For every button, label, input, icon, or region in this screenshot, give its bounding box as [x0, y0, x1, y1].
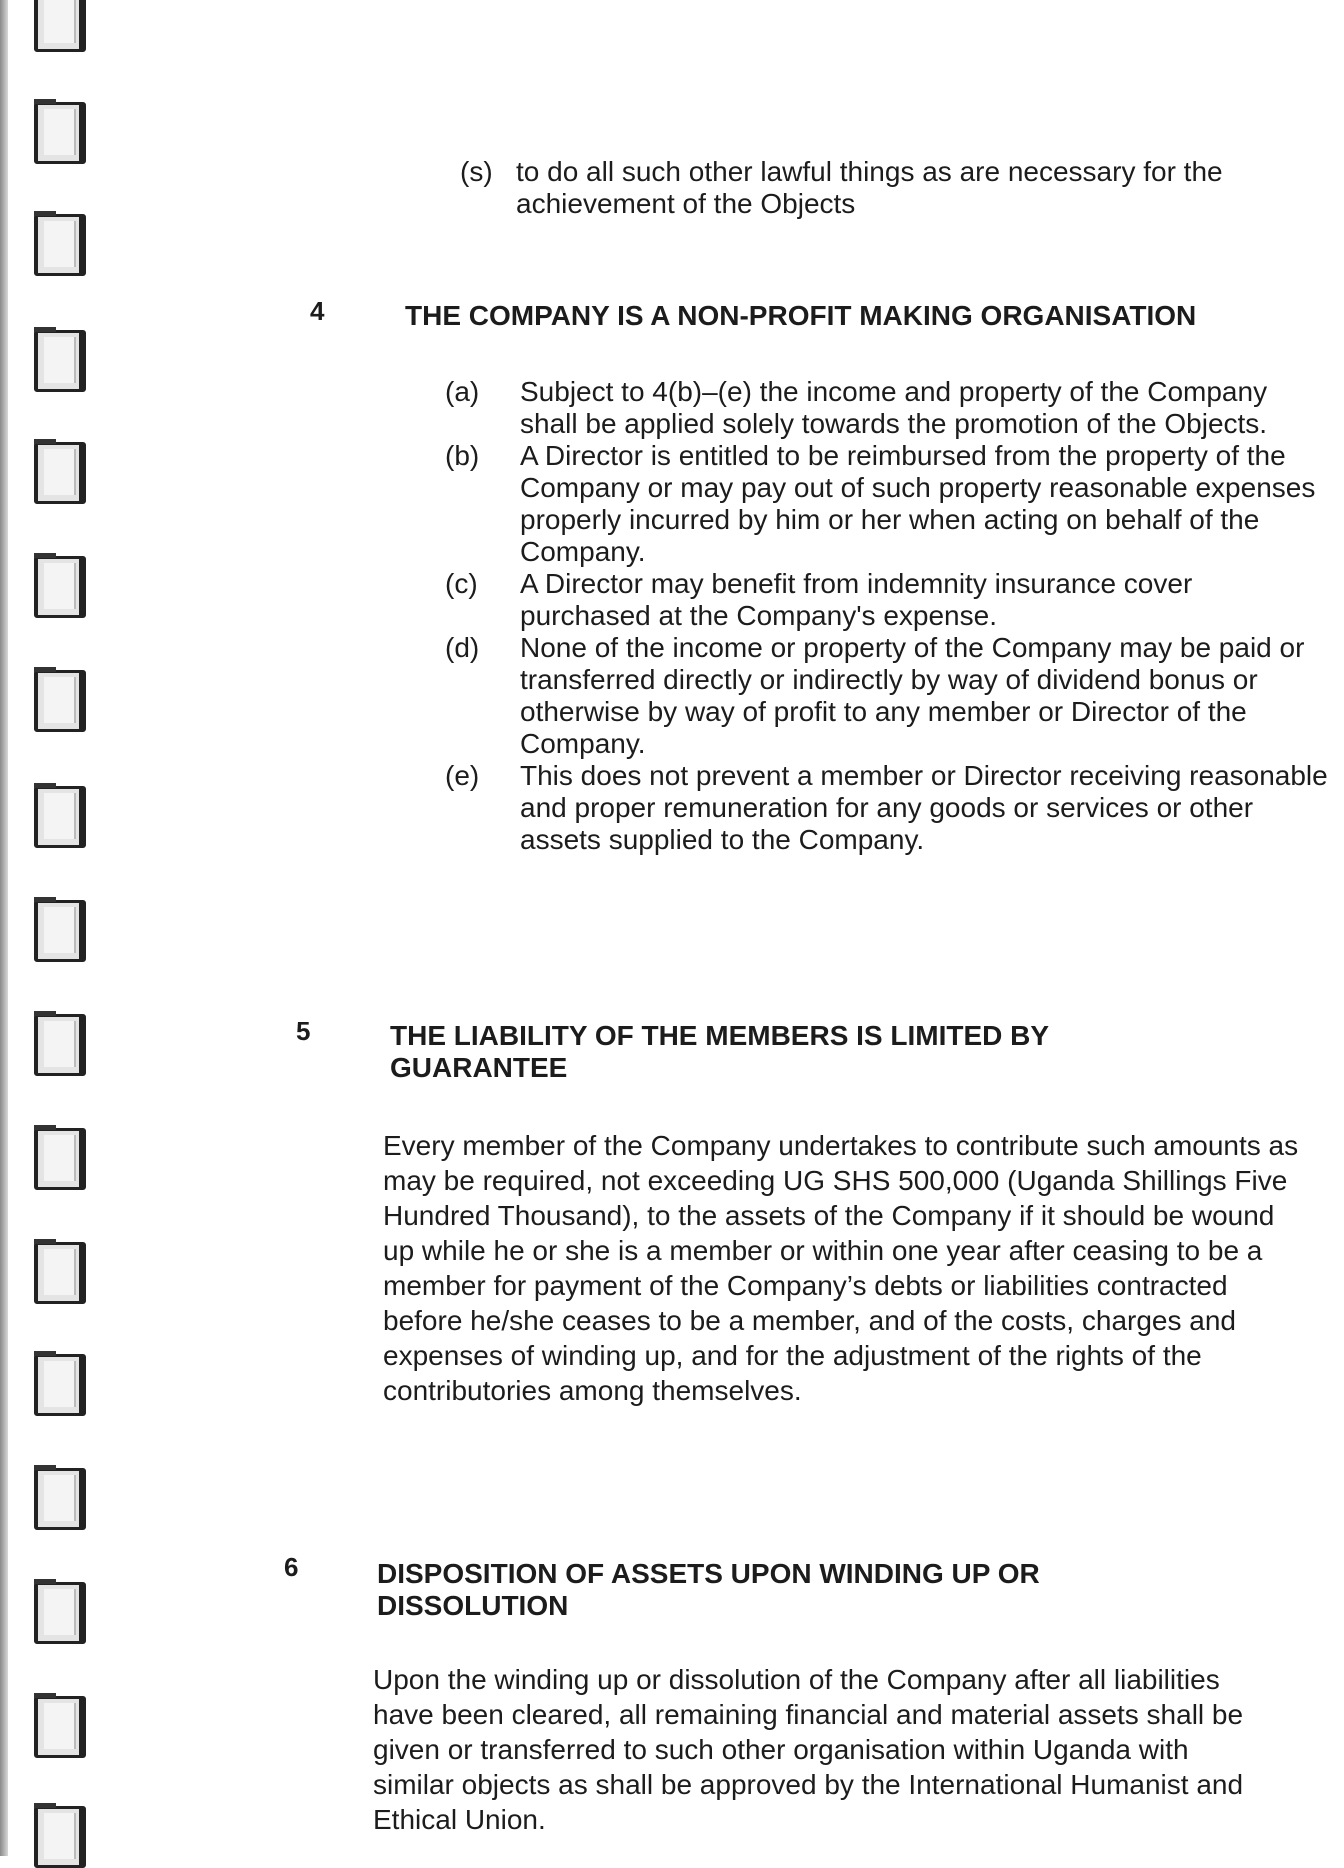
- section5-body: [383, 1128, 1308, 1408]
- binding-ring: [34, 1582, 86, 1644]
- binding-ring: [34, 556, 86, 618]
- binding-ring: [34, 1242, 86, 1304]
- binding-ring: [34, 330, 86, 392]
- binding-edge: [0, 0, 8, 1856]
- binding-ring: [34, 214, 86, 276]
- section-heading: [390, 1020, 1210, 1084]
- binding-ring: [34, 102, 86, 164]
- item-label: (b): [445, 440, 480, 471]
- section-heading: [405, 300, 1315, 332]
- item-label: (e): [445, 760, 480, 791]
- list-item: [445, 568, 1330, 632]
- item-text: A Director may benefit from indemnity insurance cover purchased at the Company's expense.: [520, 568, 1193, 631]
- paragraph: Upon the winding up or dissolution of the Company after all liabilities have been cleared, all remaining financial and material assets shall be given or transferred to such other organisation within Uganda with similar objects as shall be approved by the International Humanist and Ethical Union.: [373, 1664, 1244, 1835]
- clause-label: (s): [460, 156, 493, 187]
- list-item: [445, 376, 1330, 440]
- binding-ring: [34, 786, 86, 848]
- item-text: This does not prevent a member or Director receiving reasonable and proper remuneration for any goods or services or other assets supplied to the Company.: [520, 760, 1328, 855]
- section-heading: [377, 1558, 1197, 1622]
- section-number: 5: [296, 1016, 311, 1046]
- binding-ring: [34, 0, 86, 52]
- list-item: [445, 760, 1330, 856]
- item-text: None of the income or property of the Company may be paid or transferred directly or indirectly by way of dividend bonus or otherwise by way of profit to any member or Director of the Company.: [520, 632, 1305, 759]
- list-item: [445, 440, 1330, 568]
- binding-ring: [34, 1014, 86, 1076]
- binding-ring: [34, 670, 86, 732]
- binding-ring: [34, 1696, 86, 1758]
- clause-s: [460, 156, 1320, 220]
- item-label: (c): [445, 568, 478, 599]
- list-item: [445, 632, 1330, 760]
- section6-body: [373, 1662, 1273, 1837]
- binding-ring: [34, 1128, 86, 1190]
- item-label: (a): [445, 376, 480, 407]
- binding-ring: [34, 1806, 86, 1868]
- section-number: 4: [310, 296, 325, 326]
- binding-ring: [34, 442, 86, 504]
- section-heading-text: DISPOSITION OF ASSETS UPON WINDING UP OR DISSOLUTION: [377, 1558, 1040, 1621]
- section-number: 6: [284, 1552, 299, 1582]
- spiral-binding: [0, 0, 100, 1856]
- section-heading-text: THE COMPANY IS A NON-PROFIT MAKING ORGANISATION: [405, 300, 1197, 331]
- binding-ring: [34, 1354, 86, 1416]
- item-label: (d): [445, 632, 480, 663]
- clause-text: to do all such other lawful things as are necessary for the achievement of the Objects: [516, 156, 1223, 219]
- item-text: Subject to 4(b)–(e) the income and property of the Company shall be applied solely towards the promotion of the Objects.: [520, 376, 1268, 439]
- binding-ring: [34, 1468, 86, 1530]
- binding-ring: [34, 900, 86, 962]
- paragraph: Every member of the Company undertakes to contribute such amounts as may be required, not exceeding UG SHS 500,000 (Uganda Shillings Five Hundred Thousand), to the assets of the Company if it should be wound up while he or she is a member or within one year after ceasing to be a member for payment of the Company’s debts or liabilities contracted before he/she ceases to be a member, and of the costs, charges and expenses of winding up, and for the adjustment of the rights of the contributories among themselves.: [383, 1130, 1299, 1406]
- section-heading-text: THE LIABILITY OF THE MEMBERS IS LIMITED BY GUARANTEE: [390, 1020, 1049, 1083]
- section4-list: [445, 376, 1330, 856]
- item-text: A Director is entitled to be reimbursed from the property of the Company or may pay out of such property reasonable expenses properly incurred by him or her when acting on behalf of the Company.: [520, 440, 1316, 567]
